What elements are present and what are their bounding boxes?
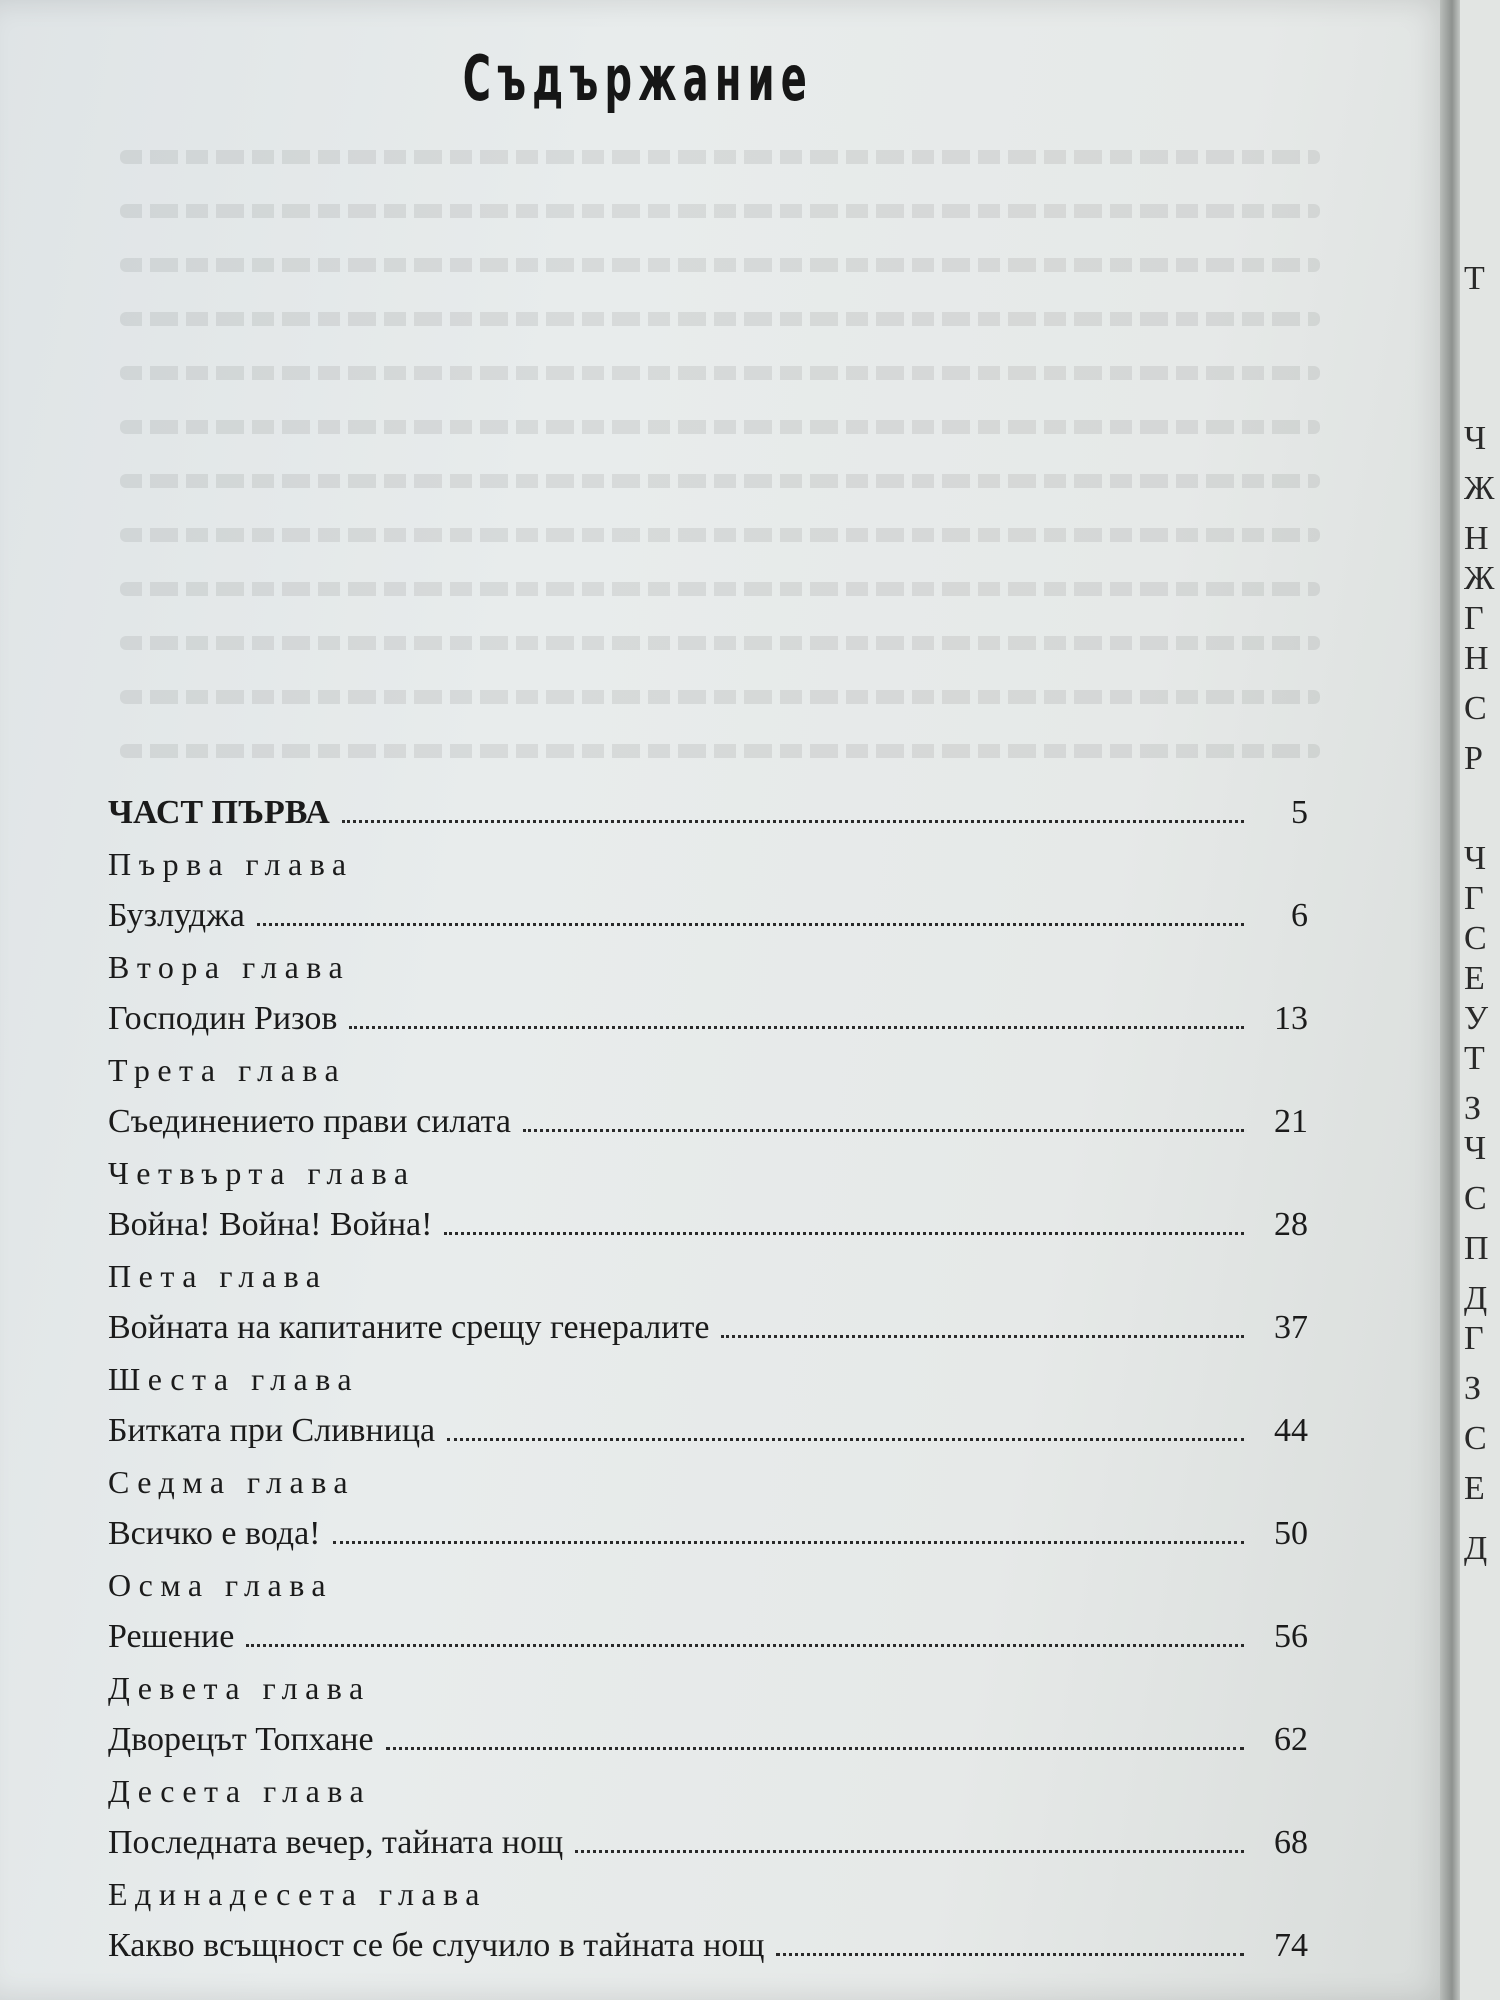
entry-title: Последната вечер, тайната нощ [108,1823,564,1861]
next-page-letter: Е [1464,1470,1485,1507]
toc-chapter-heading [108,1347,1308,1399]
dot-leader [444,1232,1244,1235]
dot-leader [523,1129,1244,1132]
dot-leader [246,1644,1244,1647]
next-page-letter: С [1464,1420,1487,1457]
page-title: Съдържание [462,42,813,115]
next-page-letter: З [1464,1370,1482,1407]
next-page-letter: Н [1464,640,1489,677]
entry-title: Господин Ризов [108,999,338,1037]
next-page-letter: С [1464,920,1487,957]
next-page-letter: У [1464,1000,1489,1037]
next-page-letter: Ч [1464,840,1487,877]
book-gutter [1440,0,1460,2000]
next-page-edge [1460,0,1500,2000]
toc-chapter-heading [108,935,1308,987]
page-number: 21 [1274,1102,1308,1140]
page-number: 62 [1274,1720,1308,1758]
next-page-letter: Г [1464,880,1484,917]
toc-entry [108,1295,1308,1347]
page-number: 6 [1291,896,1308,934]
chapter-label: Шеста глава [108,1361,360,1397]
dot-leader [447,1438,1244,1441]
next-page-letter: Т [1464,1040,1485,1077]
chapter-label: Седма глава [108,1464,356,1500]
toc-entry [108,1913,1308,1965]
entry-title: Войната на капитаните срещу генералите [108,1308,710,1346]
dot-leader [721,1335,1244,1338]
toc-chapter-heading [108,1450,1308,1502]
entry-title: ЧАСТ ПЪРВА [108,793,330,831]
chapter-label: Четвърта глава [108,1155,416,1191]
page-number: 13 [1274,999,1308,1037]
toc-entry [108,1192,1308,1244]
page-number: 5 [1291,793,1308,831]
toc-entry [108,986,1308,1038]
toc-entry [108,1604,1308,1656]
toc-entry [108,1810,1308,1862]
toc-entry [108,1501,1308,1553]
next-page-letter: Р [1464,740,1483,777]
chapter-label: Осма глава [108,1567,334,1603]
next-page-letter: П [1464,1230,1489,1267]
chapter-label: Трета глава [108,1052,347,1088]
next-page-letter: Ч [1464,1130,1487,1167]
page-number: 68 [1274,1823,1308,1861]
next-page-letter: С [1464,1180,1487,1217]
chapter-label: Втора глава [108,949,351,985]
page-number: 74 [1274,1926,1308,1964]
next-page-letter: Г [1464,600,1484,637]
page-number: 37 [1274,1308,1308,1346]
page-number: 28 [1274,1205,1308,1243]
next-page-letter: С [1464,690,1487,727]
toc-chapter-heading [108,1038,1308,1090]
entry-title: Решение [108,1617,235,1655]
entry-title: Дворецът Топхане [108,1720,374,1758]
toc-chapter-heading [108,1553,1308,1605]
next-page-letter: Ж [1464,560,1495,597]
entry-title: Всичко е вода! [108,1514,321,1552]
entry-title: Съединението прави силата [108,1102,511,1140]
toc-entry [108,1398,1308,1450]
dot-leader [257,923,1244,926]
next-page-letter: Ч [1464,420,1487,457]
toc-chapter-heading [108,1862,1308,1914]
next-page-letter: Е [1464,960,1485,997]
toc-part-entry [108,780,1308,832]
page-number: 44 [1274,1411,1308,1449]
dot-leader [776,1953,1244,1956]
next-page-letter: Т [1464,260,1485,297]
toc-chapter-heading [108,1244,1308,1296]
toc-chapter-heading [108,1141,1308,1193]
dot-leader [342,820,1244,823]
dot-leader [386,1747,1244,1750]
next-page-letter: Н [1464,520,1489,557]
table-of-contents [108,780,1308,1965]
toc-entry [108,883,1308,935]
chapter-label: Девета глава [108,1670,371,1706]
page-number: 56 [1274,1617,1308,1655]
dot-leader [349,1026,1244,1029]
next-page-letter: З [1464,1090,1482,1127]
bleed-through-text [120,150,1320,780]
page-number: 50 [1274,1514,1308,1552]
entry-title: Битката при Сливница [108,1411,436,1449]
chapter-label: Единадесета глава [108,1876,487,1912]
toc-entry [108,1089,1308,1141]
chapter-label: Първа глава [108,846,354,882]
next-page-letter: Д [1464,1530,1488,1567]
chapter-label: Пета глава [108,1258,328,1294]
entry-title: Война! Война! Война! [108,1205,433,1243]
chapter-label: Десета глава [108,1773,372,1809]
next-page-letter: Д [1464,1280,1488,1317]
entry-title: Бузлуджа [108,896,245,934]
toc-entry [108,1707,1308,1759]
entry-title: Какво всъщност се бе случило в тайната нощ [108,1926,765,1964]
dot-leader [333,1541,1245,1544]
toc-chapter-heading [108,1656,1308,1708]
next-page-letter: Ж [1464,470,1495,507]
dot-leader [575,1850,1244,1853]
toc-chapter-heading [108,832,1308,884]
toc-chapter-heading [108,1759,1308,1811]
next-page-letter: Г [1464,1320,1484,1357]
